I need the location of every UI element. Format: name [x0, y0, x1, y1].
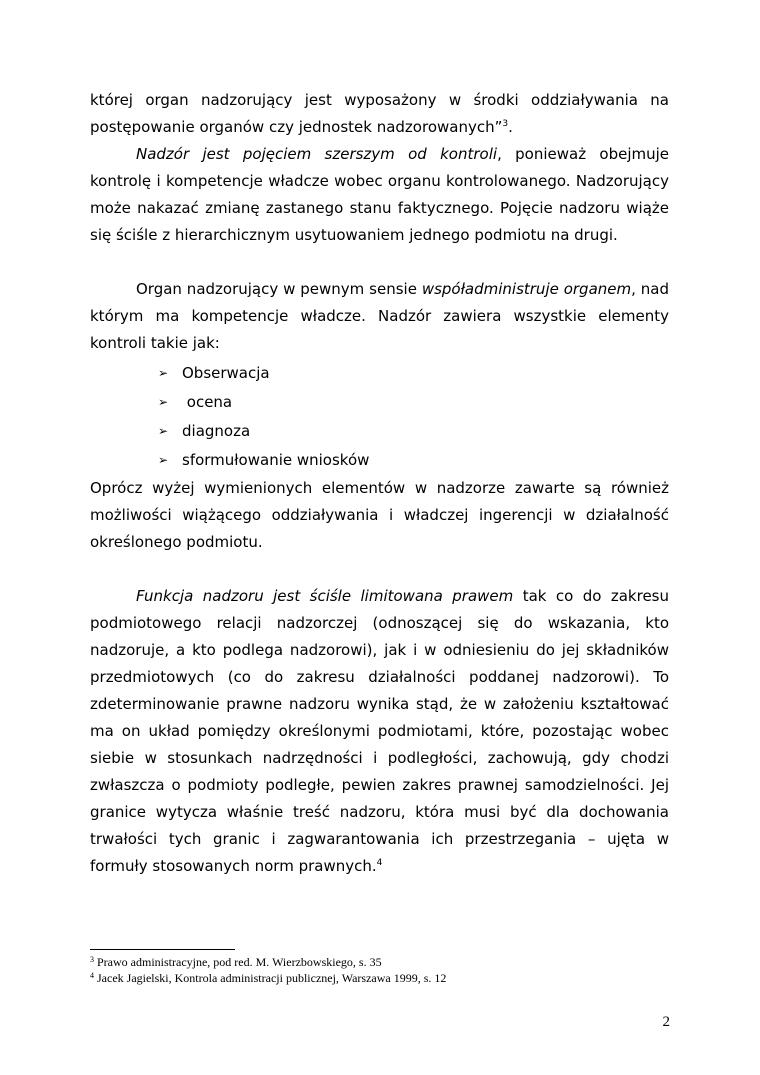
- paragraph-5-italic: Funkcja nadzoru jest ściśle limitowana prawem: [136, 587, 514, 605]
- list-item: [158, 417, 669, 446]
- list-item: [158, 359, 669, 388]
- paragraph-5-text: tak co do zakresu podmiotowego relacji nadzorczej (odnoszącej się do wskazania, kto nadzoruje, a kto podlega nadzorowi), jak i w odniesieniu do jej składników przedmiotowych (co do zakresu działalności poddanej nadzorowi). To zdeterminowanie prawne nadzoru wynika stąd, że w założeniu kształtować ma on układ pomiędzy określonymi podmiotami, które, pozostając wobec siebie w stosunkach nadrzędności i podległości, zachowują, gdy chodzi zwłaszcza o podmioty podległe, pewien zakres prawnej samodzielności. Jej granice wytycza właśnie treść nadzoru, która musi być dla dochowania trwałości tych granic i zagwarantowania ich przestrzegania – ujęta w formuły stosowanych norm prawnych.: [90, 587, 669, 875]
- arrow-bullet-icon: ➢: [158, 395, 169, 409]
- arrow-bullet-icon: ➢: [158, 453, 169, 467]
- paragraph-3-after: , nad którym ma kompetencje władcze. Nadzór zawiera wszystkie elementy kontroli takie jak:: [90, 280, 669, 352]
- list-item-text: Obserwacja: [182, 364, 270, 382]
- arrow-bullet-icon: ➢: [158, 366, 169, 380]
- page-number: 2: [662, 1014, 670, 1030]
- paragraph-4: [90, 475, 669, 556]
- paragraph-3-before: Organ nadzorujący w pewnym sensie: [136, 280, 422, 298]
- paragraph-4-text: Oprócz wyżej wymienionych elementów w nadzorze zawarte są również możliwości wiążącego oddziaływania i władczej ingerencji w działalność określonego podmiotu.: [90, 479, 669, 551]
- paragraph-2-text: , ponieważ obejmuje kontrolę i kompetencje władcze wobec organu kontrolowanego. Nadzorujący może nakazać zmianę zastanego stanu faktycznego. Pojęcie nadzoru wiąże się ściśle z hierarchicznym usytuowaniem jednego podmiotu na drugi.: [90, 145, 670, 244]
- control-elements-list: [90, 359, 669, 475]
- paragraph-5: [90, 583, 669, 880]
- footnote-number: 4: [90, 971, 94, 980]
- paragraph-3-italic: współadministruje organem: [421, 280, 632, 298]
- list-item-text: sformułowanie wniosków: [182, 451, 370, 469]
- paragraph-1-text: której organ nadzorujący jest wyposażony w środki oddziaływania na postępowanie organów czy jednostek nadzorowanych”: [90, 91, 669, 136]
- paragraph-2-italic: Nadzór jest pojęciem szerszym od kontroli: [136, 145, 498, 163]
- footnote-separator: [90, 949, 235, 950]
- footnote-text: Jacek Jagielski, Kontrola administracji publicznej, Warszawa 1999, s. 12: [94, 971, 447, 985]
- paragraph-1-end: .: [508, 118, 513, 136]
- footnote-3: [90, 954, 670, 970]
- paragraph-1: [90, 87, 669, 141]
- footnote-text: Prawo administracyjne, pod red. M. Wierzbowskiego, s. 35: [94, 955, 382, 969]
- list-item: [158, 446, 669, 475]
- footnote-ref-4: 4: [376, 858, 383, 868]
- footnote-ref-3: 3: [502, 119, 509, 129]
- arrow-bullet-icon: ➢: [158, 424, 169, 438]
- footnote-number: 3: [90, 955, 94, 964]
- paragraph-3: [90, 276, 669, 357]
- list-item: [158, 388, 669, 417]
- footnote-4: [90, 970, 670, 986]
- main-text: [90, 87, 669, 880]
- paragraph-2: [90, 141, 669, 249]
- list-item-text: ocena: [182, 393, 233, 411]
- list-item-text: diagnoza: [182, 422, 251, 440]
- footnotes: [90, 954, 670, 986]
